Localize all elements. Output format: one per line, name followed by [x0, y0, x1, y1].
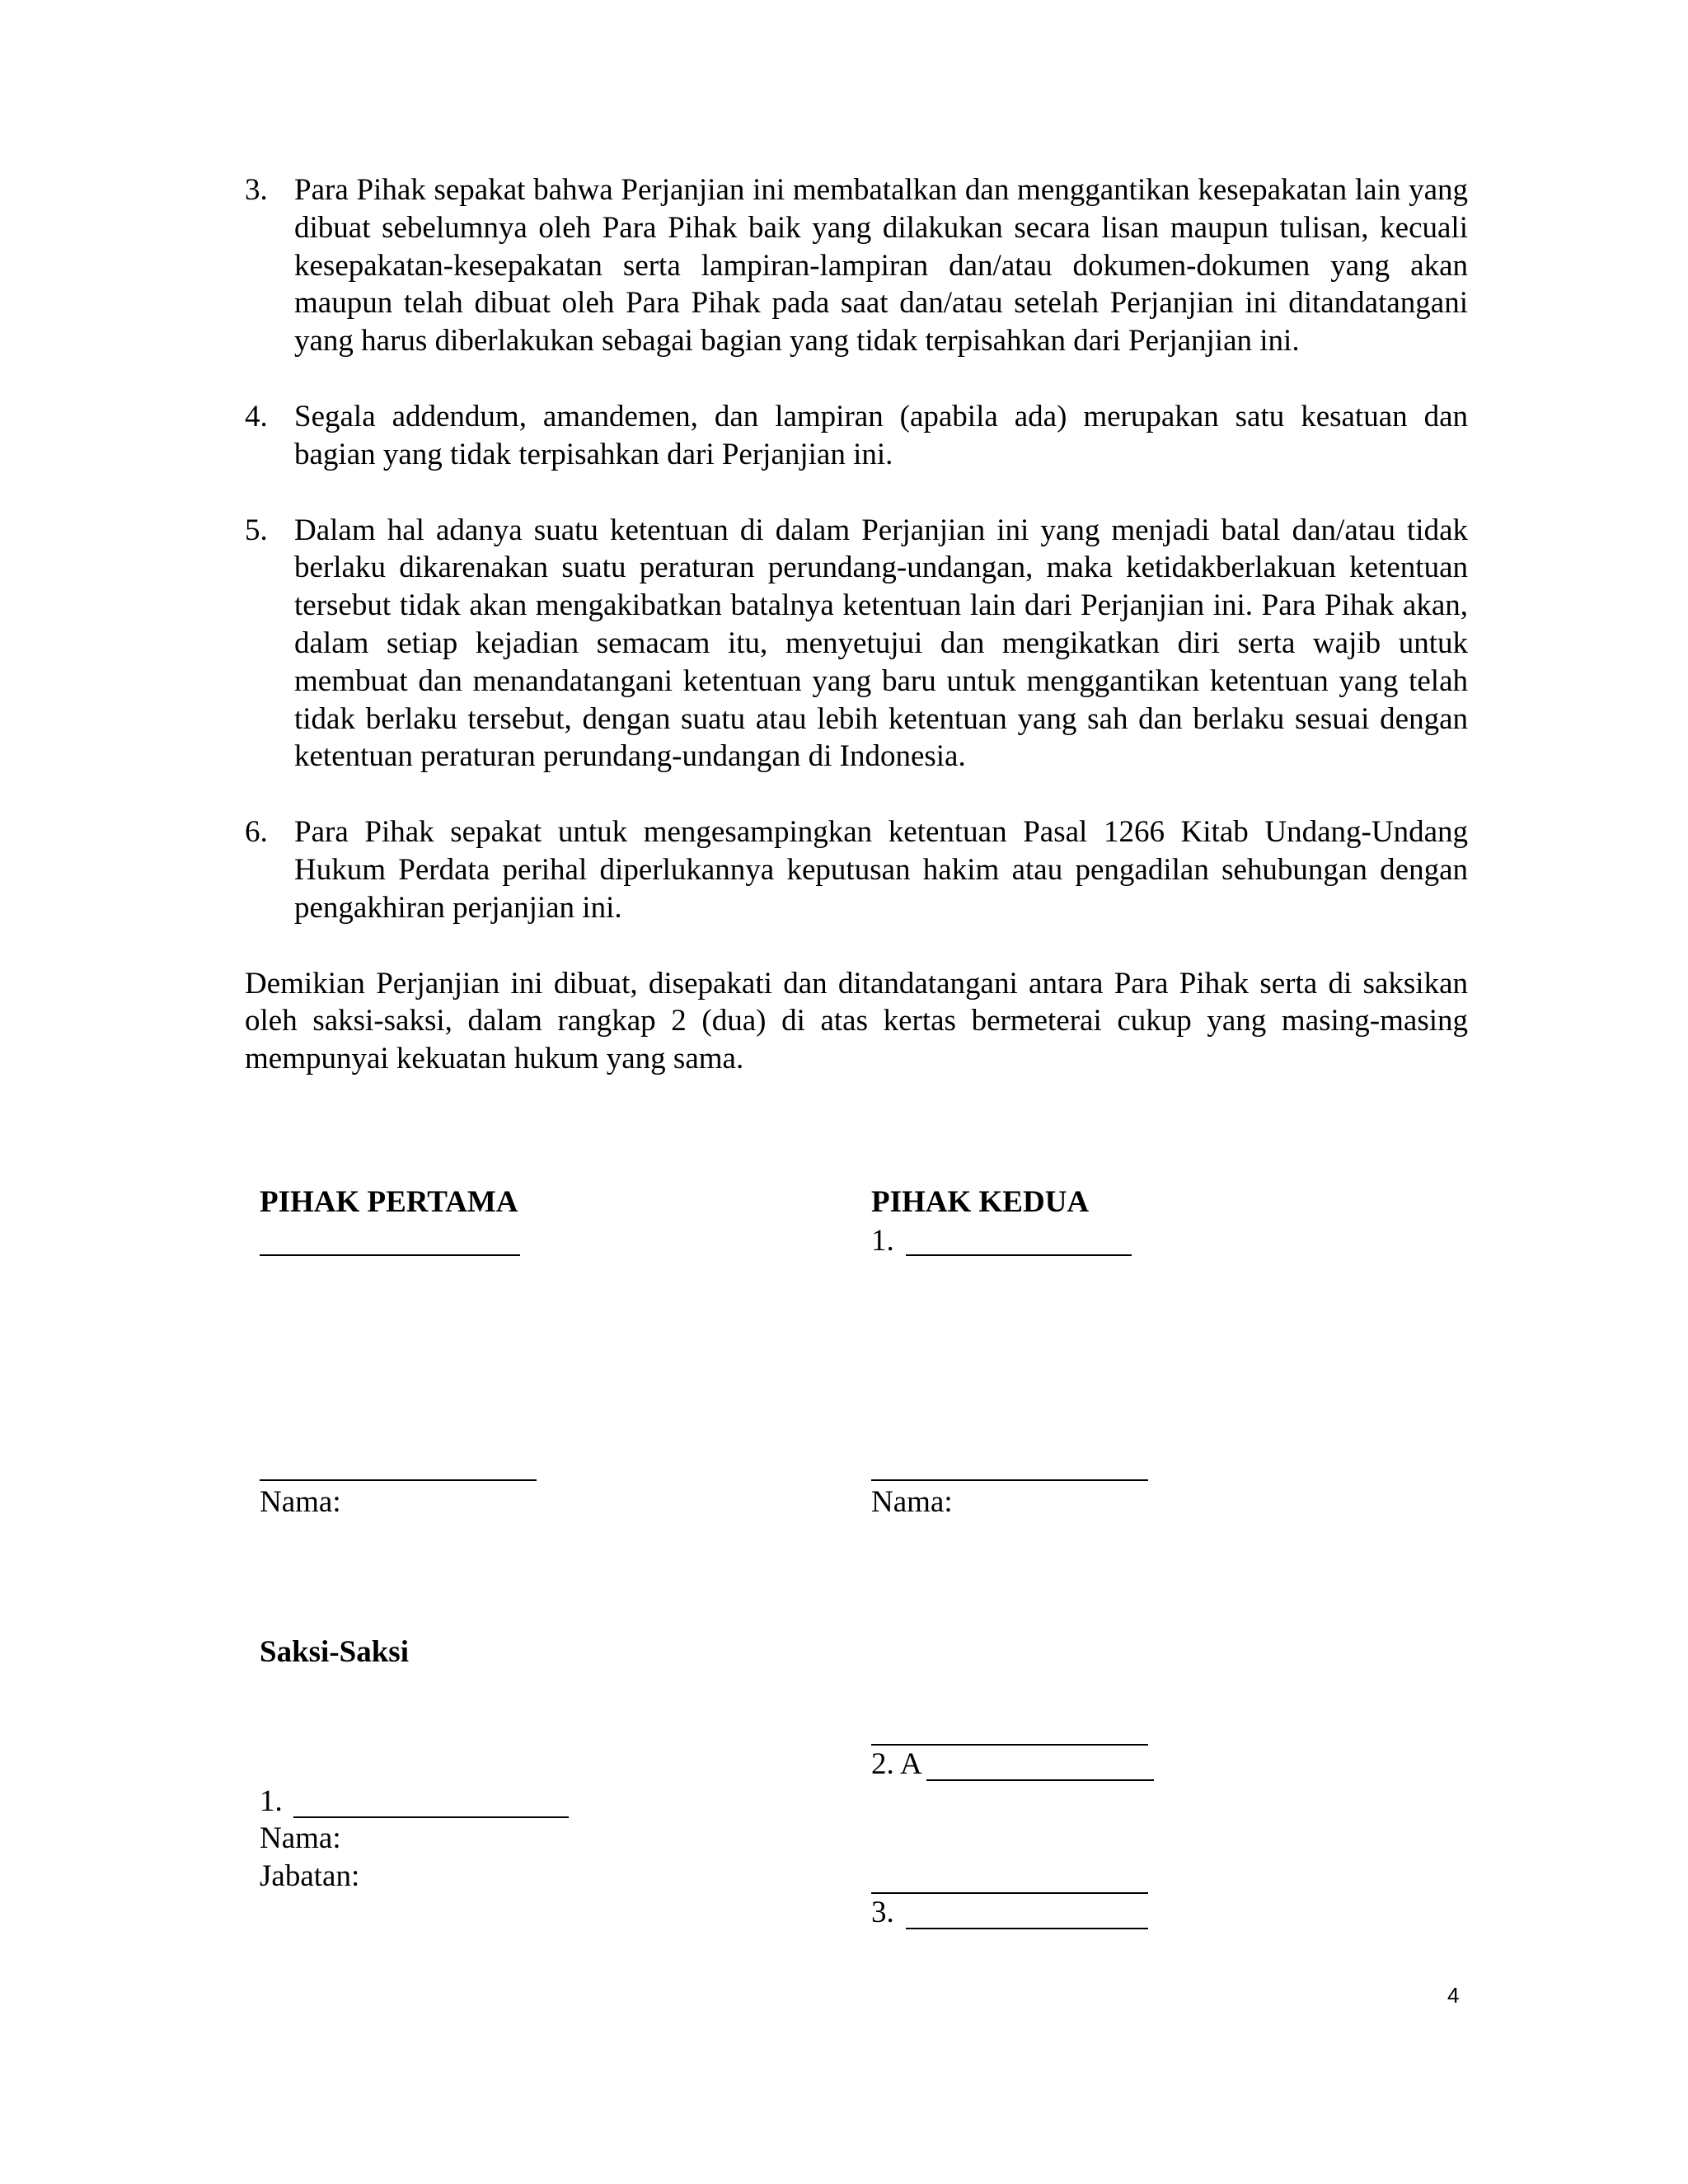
- witness-1-line: [293, 1816, 569, 1818]
- clause-3: [245, 171, 1468, 360]
- witness-2-name-line: [926, 1779, 1154, 1781]
- clause-list: [245, 171, 1468, 1078]
- closing-paragraph: Demikian Perjanjian ini dibuat, disepakati dan ditandatangani antara Para Pihak serta di saksikan oleh saksi-saksi, dalam rangkap 2 (dua) di atas kertas bermeterai cukup yang masing-masing mempunyai kekuatan hukum yang sama.: [245, 966, 1468, 1076]
- second-party-line-prefix: 1.: [871, 1224, 894, 1258]
- second-party-heading: PIHAK KEDUA: [871, 1185, 1090, 1219]
- first-party-name-label: Nama:: [260, 1485, 341, 1519]
- second-party-name-label: Nama:: [871, 1485, 953, 1519]
- clause-text: Para Pihak sepakat bahwa Perjanjian ini membatalkan dan menggantikan kesepakatan lain yang dibuat sebelumnya oleh Para Pihak baik yang dilakukan secara lisan maupun tulisan, kecuali kesepakatan-kesepakatan serta lampiran-lampiran dan/atau dokumen-dokumen yang akan maupun telah dibuat oleh Para Pihak pada saat dan/atau setelah Perjanjian ini ditandatangani yang harus diberlakukan sebagai bagian yang tidak terpisahkan dari Perjanjian ini.: [294, 173, 1468, 359]
- clause-number: 4.: [245, 399, 268, 434]
- witness-1-position-label: Jabatan:: [260, 1859, 360, 1893]
- witnesses-heading: Saksi-Saksi: [260, 1635, 409, 1669]
- witness-3-prefix: 3.: [871, 1896, 894, 1929]
- witness-1-prefix: 1.: [260, 1784, 283, 1818]
- clause-4: [245, 398, 1468, 474]
- clause-text: Dalam hal adanya suatu ketentuan di dalam Perjanjian ini yang menjadi batal dan/atau tidak berlaku dikarenakan suatu peraturan perundang-undangan, maka ketidakberlakuan ketentuan tersebut tidak akan mengakibatkan batalnya ketentuan lain dari Perjanjian ini. Para Pihak akan, dalam setiap kejadian semacam itu, menyetujui dan mengikatkan diri serta wajib untuk membuat dan menandatangani ketentuan yang baru untuk menggantikan ketentuan yang telah tidak berlaku tersebut, dengan suatu atau lebih ketentuan yang sah dan berlaku sesuai dengan ketentuan peraturan perundang-undangan di Indonesia.: [294, 513, 1468, 774]
- clause-5: [245, 512, 1468, 776]
- clause-number: 5.: [245, 513, 268, 547]
- clause-text: Segala addendum, amandemen, dan lampiran (apabila ada) merupakan satu kesatuan dan bagian yang tidak terpisahkan dari Perjanjian ini.: [294, 399, 1468, 471]
- clause-text: Para Pihak sepakat untuk mengesampingkan ketentuan Pasal 1266 Kitab Undang-Undang Hukum Perdata perihal diperlukannya keputusan hakim atau pengadilan sehubungan dengan pengakhiran perjanjian ini.: [294, 815, 1468, 925]
- first-party-signature-line: [260, 1479, 537, 1481]
- second-party-first-line: [906, 1254, 1132, 1256]
- clause-number: 3.: [245, 173, 268, 207]
- witness-3-name-line: [906, 1928, 1148, 1929]
- witness-3-signature-line: [871, 1892, 1148, 1894]
- first-party-heading: PIHAK PERTAMA: [260, 1185, 518, 1219]
- second-party-signature-line: [871, 1479, 1148, 1481]
- witness-2-prefix: 2. A: [871, 1747, 922, 1781]
- page-number: 4: [1447, 1983, 1460, 2008]
- first-party-heading-line: [260, 1254, 520, 1256]
- clause-number: 6.: [245, 815, 268, 850]
- witness-1-name-label: Nama:: [260, 1821, 341, 1855]
- clause-6: [245, 813, 1468, 926]
